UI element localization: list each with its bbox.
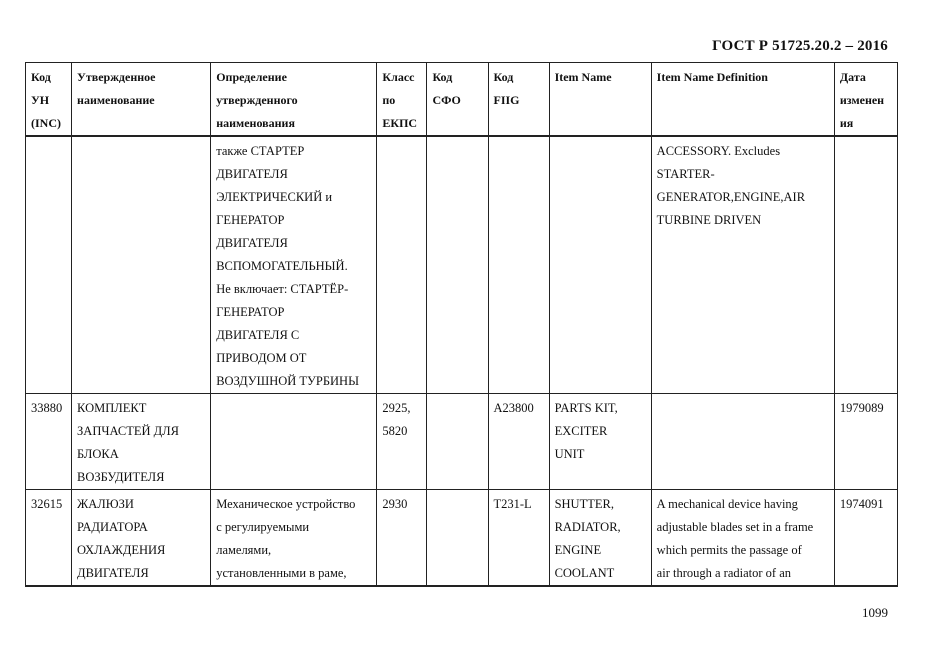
header-class: Класс по ЕКПС — [377, 63, 427, 137]
cell-text-line: РАДИАТОРА — [77, 520, 148, 534]
change-date-cell — [834, 394, 897, 490]
cell-text-line: ACCESSORY. Excludes — [656, 144, 781, 158]
cell-text-line: ДВИГАТЕЛЯ — [77, 566, 149, 580]
table-header-row — [26, 63, 898, 137]
header-fiig: Код FIIG — [488, 63, 549, 137]
cell-text-line: 5820 — [382, 424, 408, 438]
cell-text-line: RADIATOR, — [554, 520, 621, 534]
catalog-table — [25, 62, 898, 587]
cell-text-line: ГЕНЕРАТОР — [216, 305, 285, 319]
table-row — [26, 394, 898, 490]
document-standard-header: ГОСТ Р 51725.20.2 – 2016 — [712, 38, 888, 54]
cell-text-line: ЗАПЧАСТЕЙ ДЛЯ — [77, 424, 179, 438]
cell-text-line: ВОЗДУШНОЙ ТУРБИНЫ — [216, 374, 359, 388]
cell-text-line: ДВИГАТЕЛЯ — [216, 167, 288, 181]
table-row — [26, 136, 898, 394]
cell-text-line: ВСПОМОГАТЕЛЬНЫЙ. — [216, 259, 348, 273]
item-name-definition-cell — [651, 490, 834, 587]
definition-cell — [211, 394, 377, 490]
cell-text-line: Не включает: СТАРТЁР- — [216, 282, 349, 296]
cell-text-line: 32615 — [31, 497, 63, 511]
cell-text-line: STARTER- — [656, 167, 715, 181]
change-date-cell — [834, 490, 897, 587]
sfo-cell — [427, 490, 488, 587]
cell-text-line: GENERATOR,ENGINE,AIR — [656, 190, 806, 204]
cell-text-line: COOLANT — [554, 566, 615, 580]
header-sfo: Код СФО — [427, 63, 488, 137]
cell-text-line: 1979089 — [839, 401, 884, 415]
approved-name-cell — [72, 394, 211, 490]
cell-text-line: which permits the passage of — [656, 543, 802, 557]
cell-text-line: ДВИГАТЕЛЯ С — [216, 328, 300, 342]
class-cell — [377, 394, 427, 490]
inc-cell — [26, 136, 72, 394]
cell-text-line: A mechanical device having — [656, 497, 798, 511]
cell-text-line: EXCITER — [554, 424, 608, 438]
cell-text-line: air through a radiator of an — [656, 566, 791, 580]
item-name-definition-cell — [651, 136, 834, 394]
cell-text-line: установленными в раме, — [216, 566, 347, 580]
item-name-cell — [549, 136, 651, 394]
header-item-name-definition: Item Name Definition — [651, 63, 834, 137]
approved-name-cell — [72, 490, 211, 587]
cell-text-line: TURBINE DRIVEN — [656, 213, 762, 227]
cell-text-line: ламелями, — [216, 543, 272, 557]
cell-text-line: ПРИВОДОМ ОТ — [216, 351, 307, 365]
header-inc: Код УН (INC) — [26, 63, 72, 137]
header-item-name: Item Name — [549, 63, 651, 137]
cell-text-line: ОХЛАЖДЕНИЯ — [77, 543, 166, 557]
cell-text-line: БЛОКА — [77, 447, 119, 461]
sfo-cell — [427, 394, 488, 490]
cell-text-line: 1974091 — [839, 497, 884, 511]
item-name-definition-cell — [651, 394, 834, 490]
fiig-cell — [488, 394, 549, 490]
definition-cell — [211, 136, 377, 394]
cell-text-line: T231-L — [493, 497, 532, 511]
header-change-date: Дата изменен ия — [834, 63, 897, 137]
class-cell — [377, 490, 427, 587]
cell-text-line: ВОЗБУДИТЕЛЯ — [77, 470, 165, 484]
item-name-cell — [549, 394, 651, 490]
class-cell — [377, 136, 427, 394]
cell-text-line: 2930 — [382, 497, 408, 511]
cell-text-line: также СТАРТЕР — [216, 144, 305, 158]
cell-text-line: PARTS KIT, — [554, 401, 618, 415]
sfo-cell — [427, 136, 488, 394]
fiig-cell — [488, 490, 549, 587]
approved-name-cell — [72, 136, 211, 394]
cell-text-line: ГЕНЕРАТОР — [216, 213, 285, 227]
cell-text-line: UNIT — [554, 447, 585, 461]
page-number: 1099 — [862, 605, 888, 620]
header-definition: Определение утвержденного наименования — [211, 63, 377, 137]
cell-text-line: ЭЛЕКТРИЧЕСКИЙ и — [216, 190, 333, 204]
definition-cell — [211, 490, 377, 587]
cell-text-line: 2925, — [382, 401, 411, 415]
cell-text-line: КОМПЛЕКТ — [77, 401, 147, 415]
cell-text-line: A23800 — [493, 401, 534, 415]
item-name-cell — [549, 490, 651, 587]
cell-text-line: ДВИГАТЕЛЯ — [216, 236, 288, 250]
cell-text-line: SHUTTER, — [554, 497, 614, 511]
change-date-cell — [834, 136, 897, 394]
inc-cell — [26, 490, 72, 587]
table-row — [26, 490, 898, 587]
fiig-cell — [488, 136, 549, 394]
inc-cell — [26, 394, 72, 490]
header-approved-name: Утвержденное наименование — [72, 63, 211, 137]
cell-text-line: 33880 — [31, 401, 63, 415]
cell-text-line: ЖАЛЮЗИ — [77, 497, 134, 511]
cell-text-line: с регулируемыми — [216, 520, 310, 534]
cell-text-line: Механическое устройство — [216, 497, 356, 511]
cell-text-line: ENGINE — [554, 543, 602, 557]
cell-text-line: adjustable blades set in a frame — [656, 520, 814, 534]
